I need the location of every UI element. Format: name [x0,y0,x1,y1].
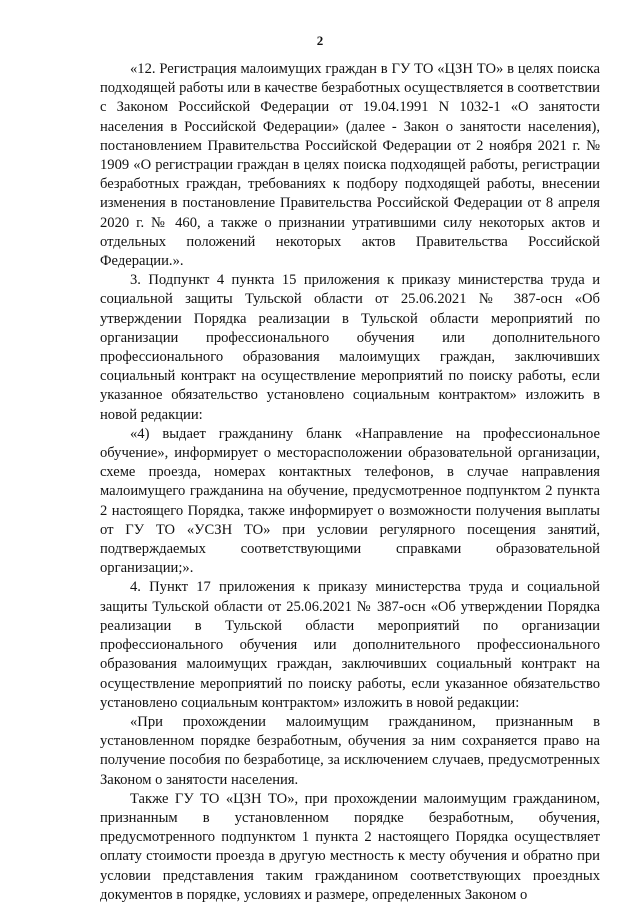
paragraph-subitem-4: «4) выдает гражданину бланк «Направление на профессиональное обучение», информирует о месторасположении образовательной организации, схеме проезда, номерах контактных телефонов, в случае направления малоимущего гражданина на обучение, предусмотренное подпунктом 2 пункта 2 настоящего Порядка, также информирует о возможности получения выплаты от ГУ ТО «УСЗН ТО» при условии регулярного посещения занятий, подтверждаемых соответствующими справками образовательной организации;». [100,425,600,577]
paragraph-section-4: 4. Пункт 17 приложения к приказу министерства труда и социальной защиты Тульской области от 25.06.2021 № 387-осн «Об утверждении Порядка реализации в Тульской области мероприятий по организации профессионального обучения или дополнительного профессионального образования малоимущих граждан, заключивших социальный контракт на осуществление мероприятий по поиску работы, если указанное обязательство установлено социальным контрактом» изложить в новой редакции: [100,579,600,711]
paragraph-item-12: «12. Регистрация малоимущих граждан в ГУ ТО «ЦЗН ТО» в целях поиска подходящей работы или в качестве безработных осуществляется в соответствии с Законом Российской Федерации от 19.04.1991 N 1032-1 «О занятости населения в Российской Федерации» (далее - Закон о занятости населения), постановлением Правительства Российской Федерации от 2 ноября 2021 г. № 1909 «О регистрации граждан в целях поиска подходящей работы, регистрации безработных граждан, требованиях к подбору подходящей работы, внесении изменения в постановление Правительства Российской Федерации от 8 апреля 2020 г. № 460, а также о признании утратившими силу некоторых актов и отдельных положений некоторых актов Правительства Российской Федерации.». [100,61,600,270]
paragraph-quoted-rule: «При прохождении малоимущим гражданином, признанным в установленном порядке безработным, обучения за ним сохраняется право на получение пособия по безработице, за исключением случаев, предусмотренных Законом о занятости населения. [100,713,600,788]
paragraph-section-3: 3. Подпункт 4 пункта 15 приложения к приказу министерства труда и социальной защиты Тульской области от 25.06.2021 № 387-осн «Об утверждении Порядка реализации в Тульской области мероприятий по организации профессионального обучения или дополнительного профессионального образования малоимущих граждан, заключивших социальный контракт на осуществление мероприятий по поиску работы, если указанное обязательство установлено социальным контрактом» изложить в новой редакции: [100,272,600,423]
document-body [100,60,600,905]
page-number: 2 [316,33,324,48]
paragraph-travel-payment: Также ГУ ТО «ЦЗН ТО», при прохождении малоимущим гражданином, признанным в установленном порядке безработным, обучения, предусмотренного подпунктом 1 пункта 2 настоящего Порядка осуществляет оплату стоимости проезда в другую местность к месту обучения и обратно при условии представления таким гражданином соответствующих проездных документов в порядке, условиях и размере, определенных Законом о [100,790,600,903]
